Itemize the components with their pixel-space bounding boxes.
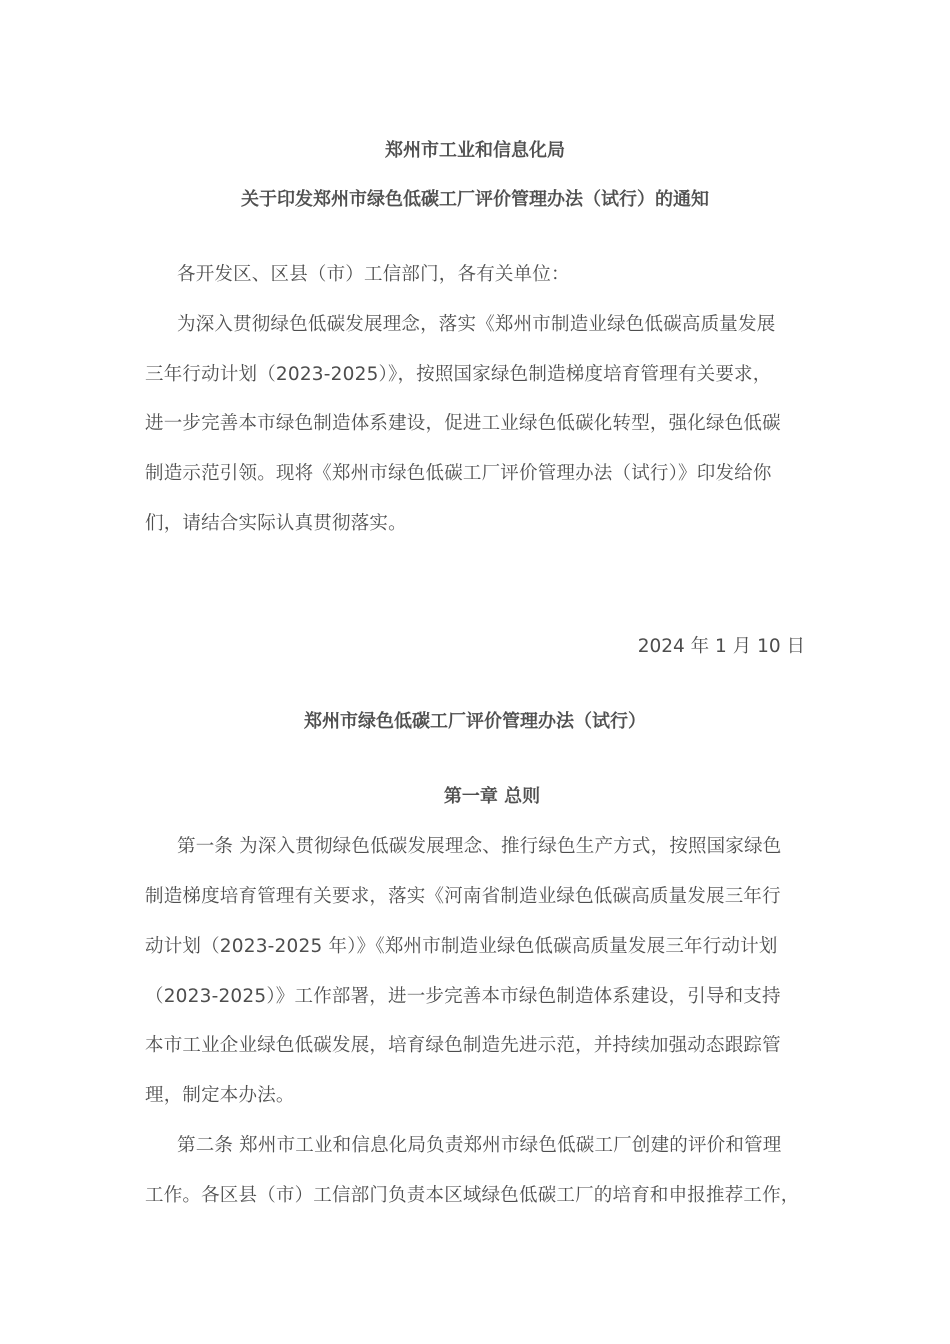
notice-body-line: 制造示范引领。现将《郑州市绿色低碳工厂评价管理办法（试行）》印发给你	[145, 463, 772, 484]
notice-body-line: 们，请结合实际认真贯彻落实。	[145, 513, 407, 534]
article-1-line: 第一条 为深入贯彻绿色低碳发展理念、推行绿色生产方式，按照国家绿色	[177, 836, 782, 857]
notice-body-line: 三年行动计划（2023-2025）》，按照国家绿色制造梯度培育管理有关要求，	[145, 364, 772, 385]
measures-title: 郑州市绿色低碳工厂评价管理办法（试行）	[304, 711, 646, 732]
salutation: 各开发区、区县（市）工信部门，各有关单位：	[177, 264, 570, 285]
article-1-line: （2023-2025）》工作部署，进一步完善本市绿色制造体系建设，引导和支持	[145, 986, 781, 1007]
issuer-title: 郑州市工业和信息化局	[385, 140, 565, 161]
article-1-line: 制造梯度培育管理有关要求，落实《河南省制造业绿色低碳高质量发展三年行	[145, 886, 781, 907]
notice-date: 2024 年 1 月 10 日	[637, 636, 805, 657]
article-1-line: 动计划（2023-2025 年）》《郑州市制造业绿色低碳高质量发展三年行动计划	[145, 936, 778, 957]
notice-title: 关于印发郑州市绿色低碳工厂评价管理办法（试行）的通知	[241, 189, 709, 210]
notice-body-line: 为深入贯彻绿色低碳发展理念，落实《郑州市制造业绿色低碳高质量发展	[177, 314, 776, 335]
article-1-line: 本市工业企业绿色低碳发展，培育绿色制造先进示范，并持续加强动态跟踪管	[145, 1035, 781, 1056]
article-2-line: 第二条 郑州市工业和信息化局负责郑州市绿色低碳工厂创建的评价和管理	[177, 1135, 782, 1156]
notice-body-line: 进一步完善本市绿色制造体系建设，促进工业绿色低碳化转型，强化绿色低碳	[145, 413, 781, 434]
article-2-line: 工作。各区县（市）工信部门负责本区域绿色低碳工厂的培育和申报推荐工作，	[145, 1185, 800, 1206]
chapter-title: 第一章 总则	[443, 786, 541, 807]
article-1-line: 理，制定本办法。	[145, 1085, 295, 1106]
